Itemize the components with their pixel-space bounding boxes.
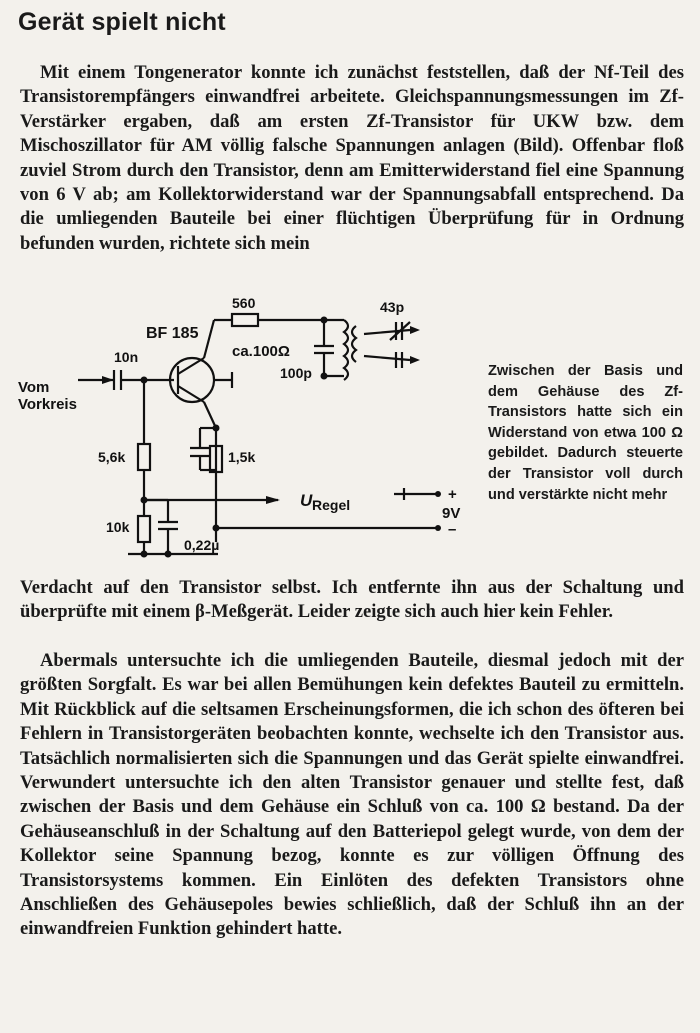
circuit-schematic	[18, 296, 478, 568]
schematic-label-emitter-resistor: 1,5k	[228, 449, 256, 465]
figure-caption: Zwischen der Basis und dem Gehäuse des Zf-Transistors hatte sich ein Widerstand von etwa 100 Ω gebildet. Dadurch steuerte der Transistor voll durch und verstärkte nicht mehr	[488, 363, 683, 503]
schematic-label-input-2: Vorkreis	[18, 396, 77, 413]
schematic-label-transistor: BF 185	[146, 325, 199, 342]
schematic-label-battery-minus: –	[448, 521, 457, 538]
article-paragraph-2: Verdacht auf den Transistor selbst. Ich entfernte ihn aus der Schaltung und überprüfte mit einem β-Meßgerät. Leider zeigte sich auch hier kein Fehler.	[20, 577, 684, 623]
schematic-label-input-1: Vom	[18, 379, 50, 396]
article-paragraph-3: Abermals untersuchte ich die umliegenden Bauteile, diesmal jedoch mit der größten Sorgfalt. Es war bei allen Bemühungen kein defektes Bauteil zu ermitteln. Mit Rückblick auf die seltsamen Erscheinungsformen, die ich schon des öfteren bei Fehlern in Transistorgeräten beobachten konnte, wechselte ich den Transistor aus. Tatsächlich normalisierten sich die Spannungen und das Gerät spielte einwandfrei. Verwundert untersuchte ich den alten Transistor genauer und stellte fest, daß zwischen der Basis und dem Gehäuse ein Schluß von ca. 100 Ω bestand. Da der Gehäuseanschluß in der Schaltung auf den Batteriepol gelegt wurde, von dem der Kollektor seine Spannung bezog, konnte es zur völligen Öffnung des Transistorsystems kommen. Ein Einlöten des defekten Transistors ohne Anschließen des Gehäusepoles bewies schließlich, daß der Schluß ihn an der einwandfreien Funktion gehindert hatte.	[20, 650, 684, 940]
article-paragraph-1: Mit einem Tongenerator konnte ich zunächst feststellen, daß der Nf-Teil des Transistorempfängers einwandfrei arbeitete. Gleichspannungsmessungen im Zf-Verstärker ergaben, daß am ersten Zf-Transistor für UKW bzw. dem Mischoszillator für AM völlig falsche Spannungen anlagen (Bild). Offenbar floß zuviel Strom durch den Transistor, denn am Emitterwiderstand fiel eine Spannung von 6 V ab; am Kollektorwiderstand war der Spannungsabfall entsprechend. Da die umliegenden Bauteile bei einer flüchtigen Überprüfung für in Ordnung befunden wurden, richtete sich mein	[20, 62, 684, 254]
schematic-label-agc-subscript: Regel	[312, 497, 351, 513]
schematic-label-battery-plus: +	[448, 486, 457, 503]
schematic-label-input-cap: 10n	[114, 349, 139, 365]
schematic-label-agc: U	[300, 491, 313, 510]
schematic-label-battery-voltage: 9V	[442, 505, 461, 522]
article-title: Gerät spielt nicht	[18, 8, 226, 36]
schematic-label-bias-upper: 5,6k	[98, 449, 126, 465]
schematic-label-collector-resistor: 560	[232, 296, 256, 311]
schematic-label-trim-cap: 43p	[380, 299, 405, 315]
schematic-label-tank-cap: 100p	[280, 365, 312, 381]
schematic-label-short-resistance: ca.100Ω	[232, 343, 290, 360]
schematic-label-decoupling-cap: 0,22µ	[184, 537, 220, 553]
schematic-label-bias-lower: 10k	[106, 519, 130, 535]
